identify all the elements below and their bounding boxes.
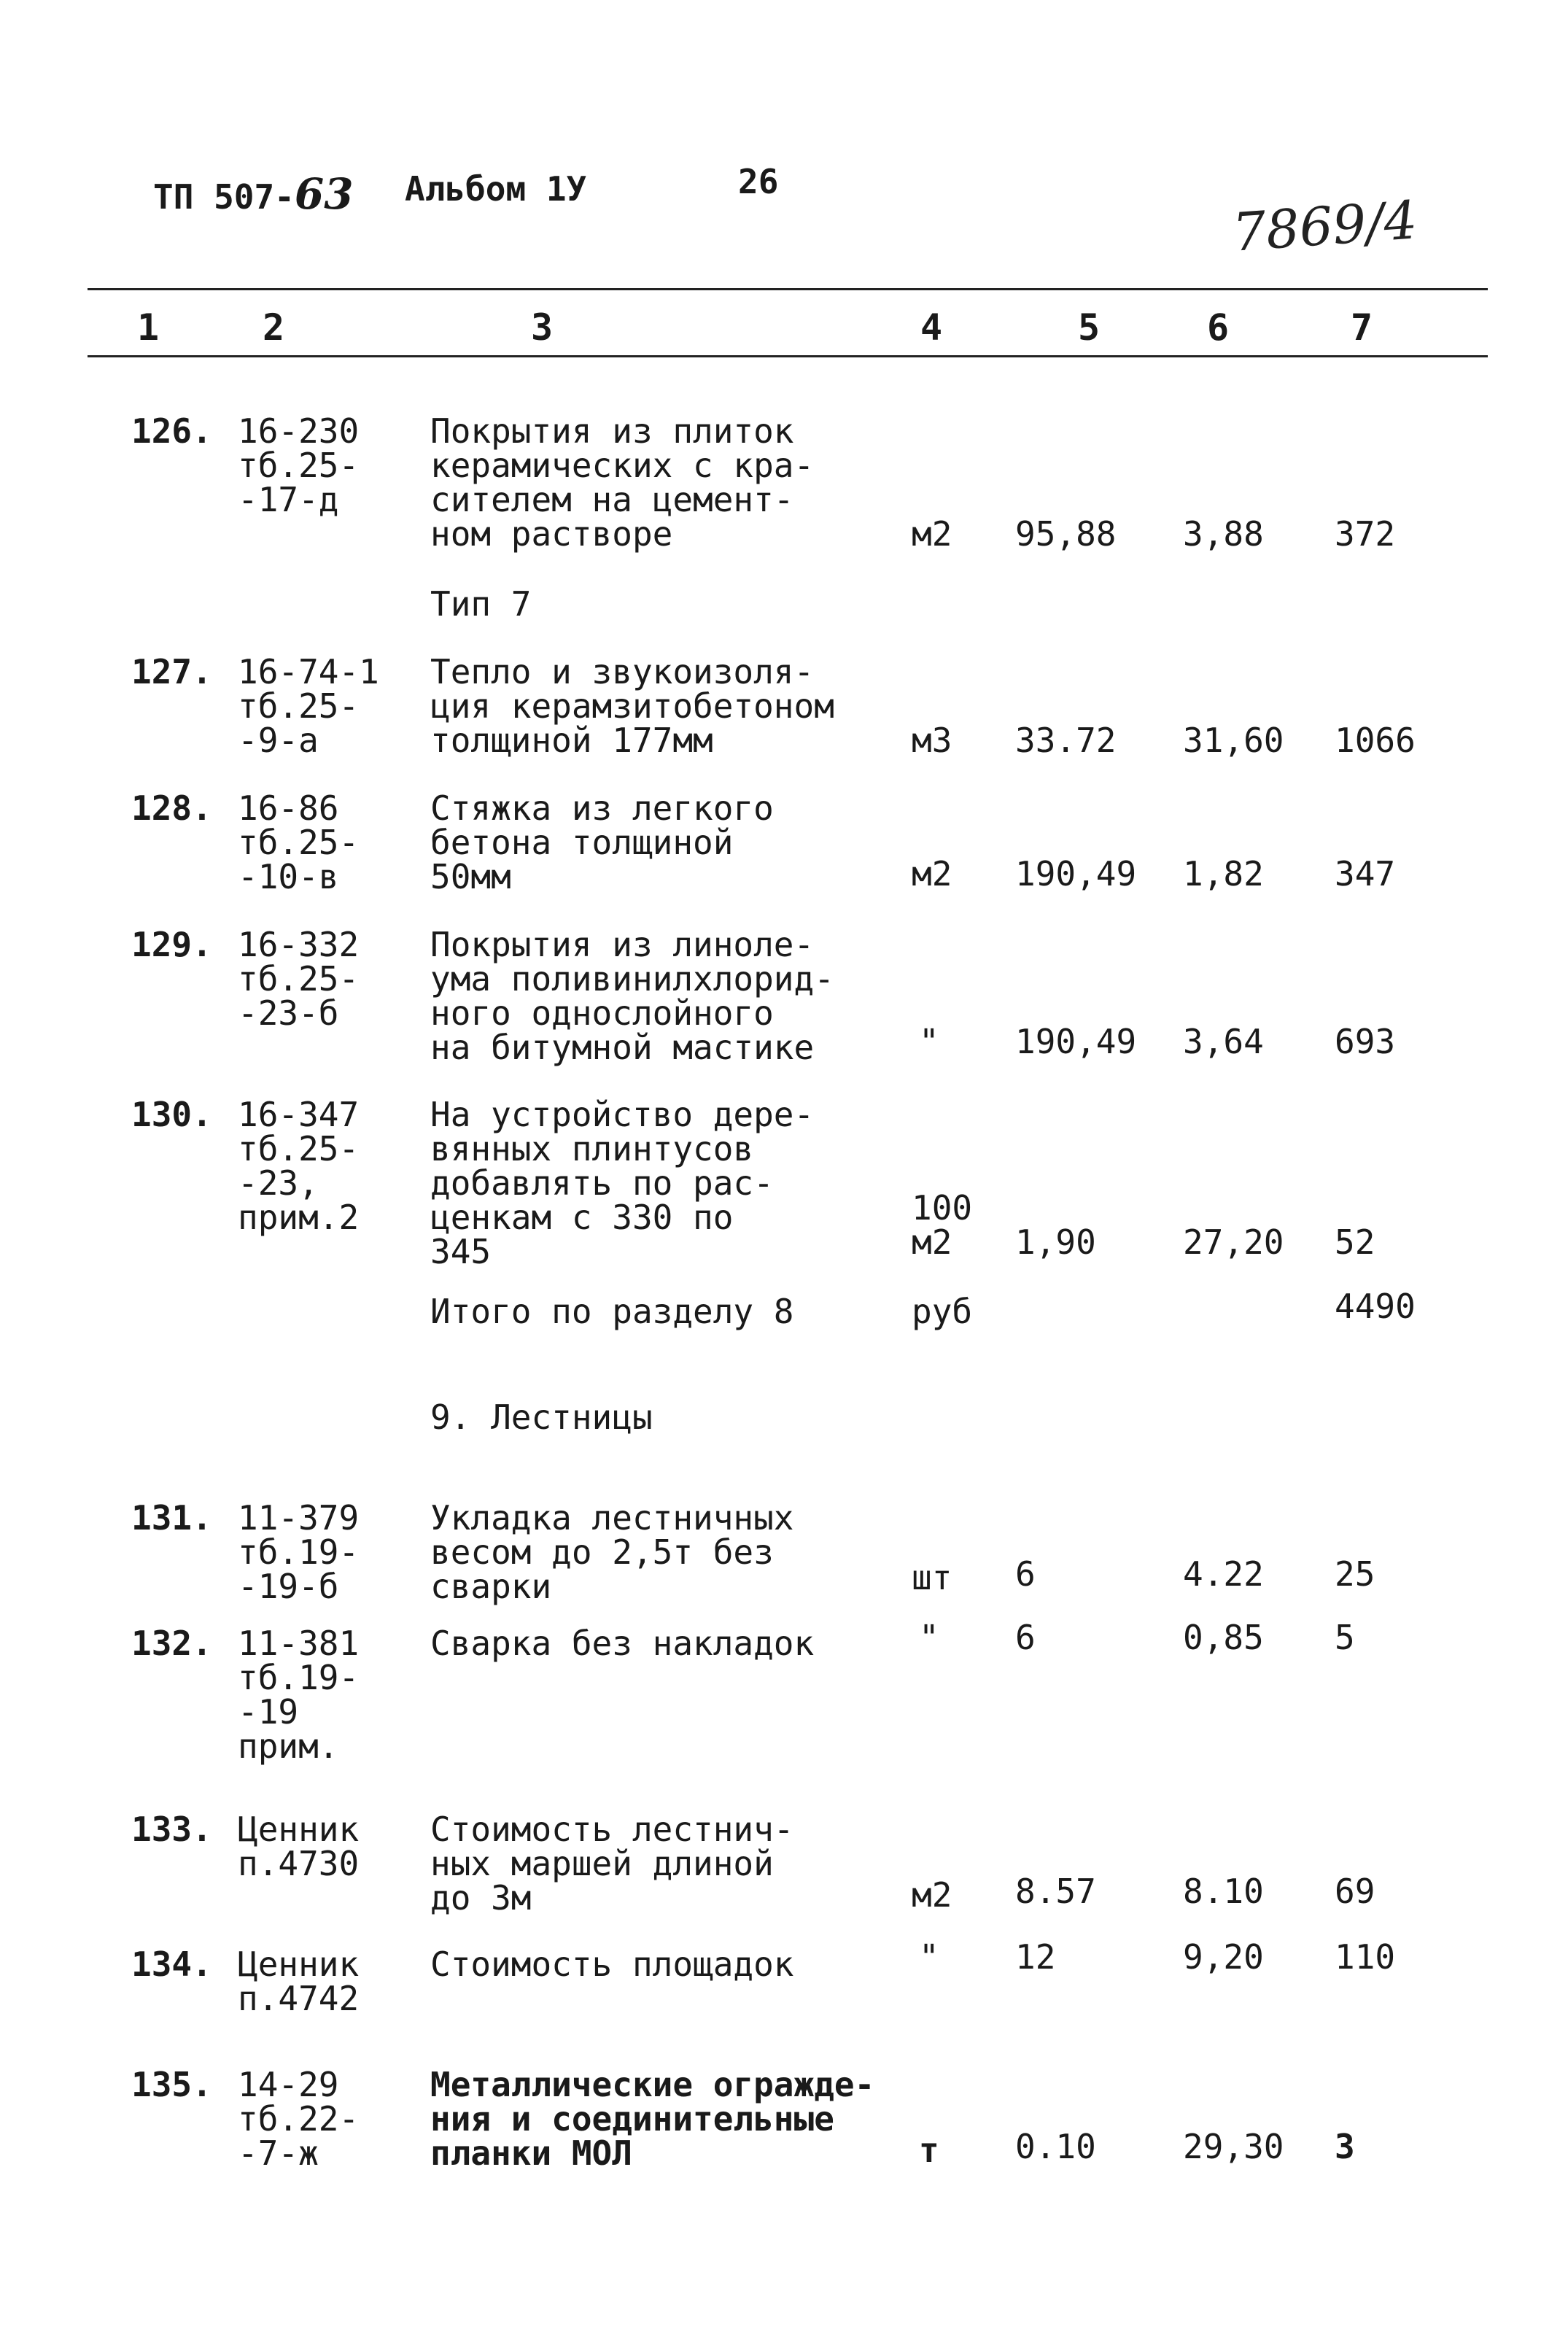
row-code: Ценник п.4742 (238, 1945, 360, 2018)
row-unit: м2 (912, 854, 952, 893)
row-total: 110 (1335, 1937, 1396, 1977)
row-number: 130. (131, 1095, 212, 1134)
row-quantity: 190,49 (1015, 854, 1137, 893)
row-price: 27,20 (1183, 1222, 1284, 1262)
row-number: 133. (131, 1810, 212, 1849)
row-total: 347 (1335, 854, 1396, 893)
row-total: 372 (1335, 514, 1396, 554)
row-number: 131. (131, 1498, 212, 1538)
row-description: Металлические огражде- ния и соединительные планки МОЛ (430, 2065, 875, 2173)
row-code: Ценник п.4730 (238, 1810, 360, 1883)
row-total: 5 (1335, 1618, 1355, 1657)
page-number: 26 (738, 162, 779, 201)
row-price: 9,20 (1183, 1937, 1264, 1977)
row-unit: шт (912, 1558, 952, 1597)
header-top-rule (88, 288, 1488, 290)
row-total: 3 (1335, 2127, 1355, 2166)
row-code: 16-230 тб.25- -17-д (238, 411, 360, 519)
row-unit: " (919, 1022, 939, 1061)
row-unit: " (919, 1937, 939, 1977)
row-number: 134. (131, 1945, 212, 1984)
row-number: 135. (131, 2065, 212, 2104)
row-price: 31,60 (1183, 721, 1284, 760)
row-price: 3,64 (1183, 1022, 1264, 1061)
column-header-6: 6 (1207, 306, 1230, 349)
row-quantity: 190,49 (1015, 1022, 1137, 1061)
row-description: Тепло и звукоизоля- ция керамзитобетоном толщиной 177мм (430, 652, 834, 760)
row-total: 25 (1335, 1554, 1375, 1594)
inventory-number: 7869/4 (1230, 189, 1419, 263)
row-code: 16-347 тб.25- -23, прим.2 (238, 1095, 360, 1237)
row-code: 11-381 тб.19- -19 прим. (238, 1624, 360, 1766)
row-price: 0,85 (1183, 1618, 1264, 1657)
total-unit: руб (912, 1292, 973, 1331)
row-price: 29,30 (1183, 2127, 1284, 2166)
column-header-5: 5 (1078, 306, 1101, 349)
row-number: 128. (131, 788, 212, 828)
row-quantity: 0.10 (1015, 2127, 1096, 2166)
row-number: 132. (131, 1624, 212, 1663)
row-quantity: 95,88 (1015, 514, 1117, 554)
row-code: 16-74-1 тб.25- -9-а (238, 652, 379, 760)
column-header-4: 4 (920, 306, 943, 349)
row-quantity: 12 (1015, 1937, 1056, 1977)
row-price: 3,88 (1183, 514, 1264, 554)
row-quantity: 8.57 (1015, 1872, 1096, 1911)
column-header-7: 7 (1351, 306, 1373, 349)
column-header-3: 3 (531, 306, 554, 349)
row-code: 16-332 тб.25- -23-б (238, 925, 360, 1033)
section-label: Тип 7 (430, 584, 532, 624)
column-header-1: 1 (137, 306, 160, 349)
header-bottom-rule (88, 355, 1488, 357)
row-quantity: 6 (1015, 1618, 1036, 1657)
row-total: 693 (1335, 1022, 1396, 1061)
row-description: Стоимость площадок (430, 1945, 794, 1984)
row-description: Стяжка из легкого бетона толщиной 50мм (430, 788, 774, 896)
row-total: 52 (1335, 1222, 1375, 1262)
row-description: Сварка без накладок (430, 1624, 815, 1663)
document-code (153, 169, 354, 219)
row-unit: т (919, 2131, 939, 2170)
row-unit: 100 м2 (912, 1188, 973, 1262)
row-description: Укладка лестничных весом до 2,5т без сварки (430, 1498, 794, 1606)
row-unit: м2 (912, 1875, 952, 1915)
row-price: 8.10 (1183, 1872, 1264, 1911)
row-unit: м3 (912, 721, 952, 760)
document-code-handwritten: 63 (294, 169, 354, 219)
row-price: 4.22 (1183, 1554, 1264, 1594)
column-header-2: 2 (263, 306, 285, 349)
row-description: Покрытия из плиток керамических с кра- сителем на цемент- ном растворе (430, 411, 815, 554)
row-total: 69 (1335, 1872, 1375, 1911)
row-description: На устройство дере- вянных плинтусов добавлять по рас- ценкам с 330 по 345 (430, 1095, 815, 1271)
row-description: Покрытия из линоле- ума поливинилхлорид- ного однослойного на битумной мастике (430, 925, 834, 1067)
row-code: 11-379 тб.19- -19-б (238, 1498, 360, 1606)
document-code-printed: ТП 507- (153, 177, 295, 217)
row-quantity: 1,90 (1015, 1222, 1096, 1262)
total-value: 4490 (1335, 1287, 1416, 1326)
row-total: 1066 (1335, 721, 1416, 760)
row-number: 127. (131, 652, 212, 691)
row-description: Стоимость лестнич- ных маршей длиной до 3м (430, 1810, 794, 1918)
row-quantity: 6 (1015, 1554, 1036, 1594)
row-code: 16-86 тб.25- -10-в (238, 788, 360, 896)
row-unit: " (919, 1618, 939, 1657)
total-label: Итого по разделу 8 (430, 1292, 794, 1331)
row-number: 126. (131, 411, 212, 451)
row-code: 14-29 тб.22- -7-ж (238, 2065, 360, 2173)
album-label: Альбом 1У (405, 169, 587, 209)
section-heading: 9. Лестницы (430, 1397, 653, 1437)
row-unit: м2 (912, 514, 952, 554)
row-quantity: 33.72 (1015, 721, 1117, 760)
row-price: 1,82 (1183, 854, 1264, 893)
row-number: 129. (131, 925, 212, 964)
